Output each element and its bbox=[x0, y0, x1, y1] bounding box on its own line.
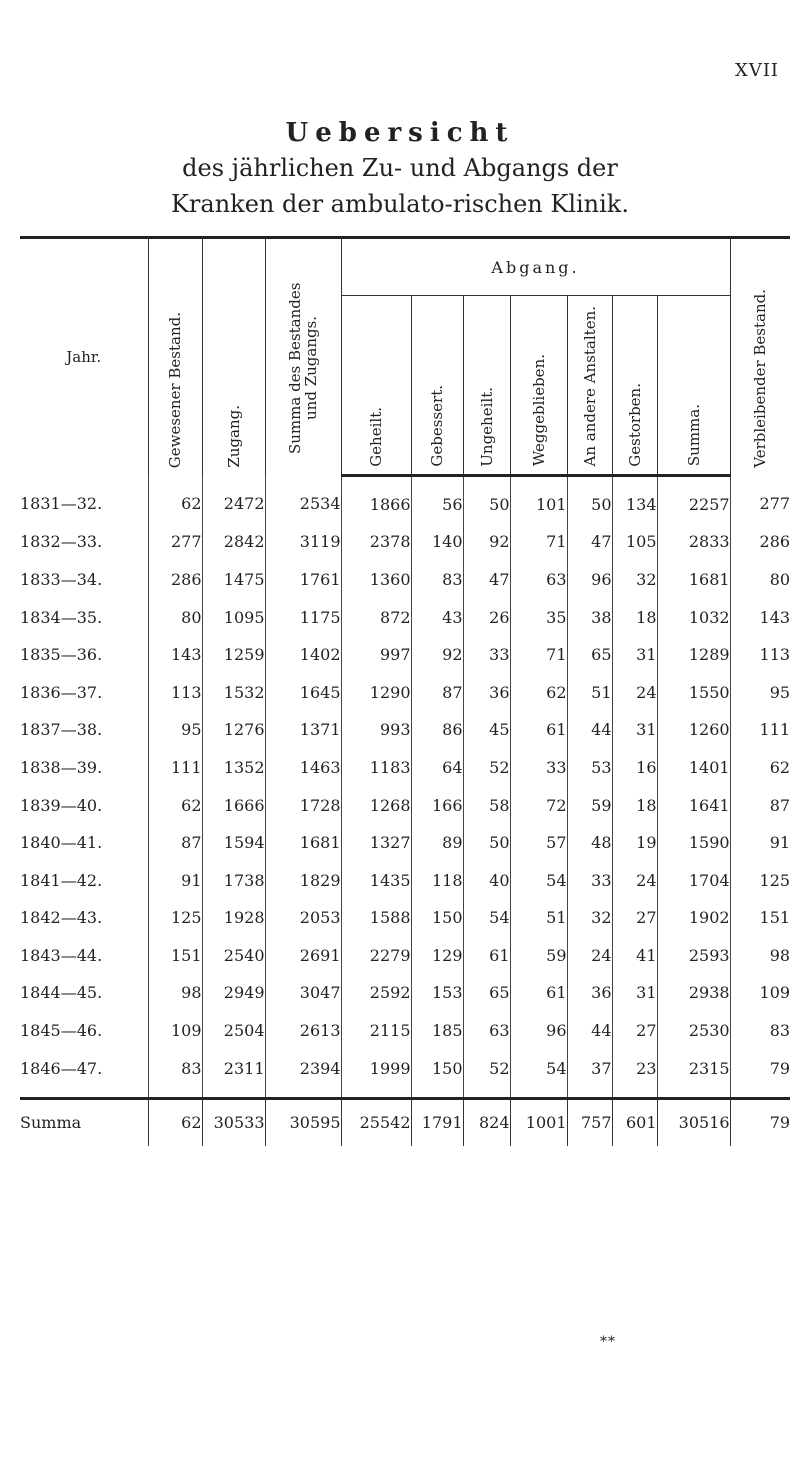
cell-verbleibender: 143 bbox=[730, 598, 790, 636]
cell-verbleibender: 62 bbox=[730, 749, 790, 787]
cell-andere-anstalten: 44 bbox=[567, 1012, 612, 1050]
cell-summa-bestand: 1829 bbox=[265, 861, 341, 899]
totals-weggeblieben: 1001 bbox=[510, 1098, 567, 1146]
cell-summa-bestand: 1728 bbox=[265, 786, 341, 824]
cell-zugang: 1276 bbox=[202, 711, 265, 749]
cell-zugang: 1095 bbox=[202, 598, 265, 636]
cell-year: 1840—41. bbox=[20, 833, 103, 853]
page-subtitle: des jährlichen Zu- und Abgangs der Kranken der ambulato-rischen Klinik. bbox=[171, 154, 629, 218]
cell-summa: 1681 bbox=[657, 561, 730, 599]
table-row bbox=[20, 476, 790, 523]
cell-ungeheilt: 65 bbox=[463, 974, 510, 1012]
cell-geheilt: 2378 bbox=[341, 523, 411, 561]
cell-geheilt: 1327 bbox=[341, 824, 411, 862]
cell-weggeblieben: 63 bbox=[510, 561, 567, 599]
cell-summa-bestand: 2053 bbox=[265, 899, 341, 937]
table-row bbox=[20, 974, 790, 1012]
cell-year: 1845—46. bbox=[20, 1021, 103, 1041]
cell-summa: 2833 bbox=[657, 523, 730, 561]
cell-summa: 1550 bbox=[657, 673, 730, 711]
header-abgang: Abgang. bbox=[341, 238, 730, 296]
header-jahr: Jahr. bbox=[20, 238, 148, 476]
cell-ungeheilt: 50 bbox=[463, 824, 510, 862]
cell-ungeheilt: 40 bbox=[463, 861, 510, 899]
cell-summa-bestand: 3047 bbox=[265, 974, 341, 1012]
cell-verbleibender: 286 bbox=[730, 523, 790, 561]
cell-gewesener: 113 bbox=[148, 673, 202, 711]
cell-ungeheilt: 54 bbox=[463, 899, 510, 937]
cell-gewesener: 87 bbox=[148, 824, 202, 862]
cell-andere-anstalten: 44 bbox=[567, 711, 612, 749]
table-row bbox=[20, 749, 790, 787]
cell-summa-bestand: 1402 bbox=[265, 636, 341, 674]
cell-gestorben: 41 bbox=[612, 937, 657, 975]
cell-ungeheilt: 36 bbox=[463, 673, 510, 711]
cell-gewesener: 62 bbox=[148, 786, 202, 824]
cell-gebessert: 92 bbox=[411, 636, 463, 674]
cell-andere-anstalten: 48 bbox=[567, 824, 612, 862]
cell-geheilt: 1290 bbox=[341, 673, 411, 711]
cell-verbleibender: 113 bbox=[730, 636, 790, 674]
cell-weggeblieben: 96 bbox=[510, 1012, 567, 1050]
cell-zugang: 1532 bbox=[202, 673, 265, 711]
cell-summa-bestand: 2534 bbox=[265, 476, 341, 523]
cell-gewesener: 151 bbox=[148, 937, 202, 975]
cell-summa: 1902 bbox=[657, 899, 730, 937]
cell-gestorben: 19 bbox=[612, 824, 657, 862]
cell-gewesener: 109 bbox=[148, 1012, 202, 1050]
cell-ungeheilt: 63 bbox=[463, 1012, 510, 1050]
cell-summa-bestand: 1681 bbox=[265, 824, 341, 862]
cell-year: 1831—32. bbox=[20, 494, 103, 513]
cell-gestorben: 134 bbox=[612, 476, 657, 523]
cell-summa: 1032 bbox=[657, 598, 730, 636]
header-summa-bestand: Summa des Bestandes und Zugangs. bbox=[265, 238, 341, 476]
cell-year: 1836—37. bbox=[20, 682, 103, 702]
header-gestorben: Gestorben. bbox=[612, 296, 657, 476]
table-body bbox=[20, 476, 790, 1099]
cell-year: 1842—43. bbox=[20, 908, 103, 928]
cell-andere-anstalten: 50 bbox=[567, 476, 612, 523]
cell-verbleibender: 111 bbox=[730, 711, 790, 749]
cell-geheilt: 2115 bbox=[341, 1012, 411, 1050]
cell-gebessert: 166 bbox=[411, 786, 463, 824]
table-row bbox=[20, 673, 790, 711]
cell-ungeheilt: 45 bbox=[463, 711, 510, 749]
totals-gestorben: 601 bbox=[612, 1098, 657, 1146]
header-geheilt: Geheilt. bbox=[341, 296, 411, 476]
cell-ungeheilt: 52 bbox=[463, 1049, 510, 1098]
cell-weggeblieben: 71 bbox=[510, 636, 567, 674]
cell-weggeblieben: 61 bbox=[510, 711, 567, 749]
cell-zugang: 2311 bbox=[202, 1049, 265, 1098]
cell-gestorben: 31 bbox=[612, 974, 657, 1012]
cell-gewesener: 98 bbox=[148, 974, 202, 1012]
cell-verbleibender: 87 bbox=[730, 786, 790, 824]
cell-zugang: 1475 bbox=[202, 561, 265, 599]
cell-zugang: 1594 bbox=[202, 824, 265, 862]
cell-gewesener: 277 bbox=[148, 523, 202, 561]
table-row bbox=[20, 1049, 790, 1098]
cell-ungeheilt: 61 bbox=[463, 937, 510, 975]
cell-gebessert: 118 bbox=[411, 861, 463, 899]
cell-andere-anstalten: 96 bbox=[567, 561, 612, 599]
cell-geheilt: 1435 bbox=[341, 861, 411, 899]
cell-year: 1843—44. bbox=[20, 945, 103, 965]
cell-weggeblieben: 35 bbox=[510, 598, 567, 636]
cell-weggeblieben: 54 bbox=[510, 861, 567, 899]
cell-andere-anstalten: 32 bbox=[567, 899, 612, 937]
totals-summa-bestand: 30595 bbox=[265, 1098, 341, 1146]
table-row bbox=[20, 636, 790, 674]
cell-verbleibender: 80 bbox=[730, 561, 790, 599]
cell-ungeheilt: 47 bbox=[463, 561, 510, 599]
cell-gebessert: 153 bbox=[411, 974, 463, 1012]
cell-summa: 2530 bbox=[657, 1012, 730, 1050]
cell-andere-anstalten: 51 bbox=[567, 673, 612, 711]
cell-gebessert: 150 bbox=[411, 1049, 463, 1098]
cell-gebessert: 83 bbox=[411, 561, 463, 599]
header-gebessert: Gebessert. bbox=[411, 296, 463, 476]
cell-gewesener: 91 bbox=[148, 861, 202, 899]
cell-geheilt: 993 bbox=[341, 711, 411, 749]
cell-gewesener: 286 bbox=[148, 561, 202, 599]
header-zugang: Zugang. bbox=[202, 238, 265, 476]
header-andere-anstalten: An andere Anstalten. bbox=[567, 296, 612, 476]
table-row bbox=[20, 598, 790, 636]
cell-zugang: 1666 bbox=[202, 786, 265, 824]
totals-label: Summa bbox=[20, 1098, 148, 1146]
cell-geheilt: 1183 bbox=[341, 749, 411, 787]
cell-zugang: 1352 bbox=[202, 749, 265, 787]
cell-gebessert: 64 bbox=[411, 749, 463, 787]
cell-gestorben: 31 bbox=[612, 711, 657, 749]
cell-geheilt: 2592 bbox=[341, 974, 411, 1012]
cell-verbleibender: 277 bbox=[730, 476, 790, 523]
cell-gestorben: 23 bbox=[612, 1049, 657, 1098]
cell-gebessert: 89 bbox=[411, 824, 463, 862]
cell-geheilt: 1360 bbox=[341, 561, 411, 599]
cell-verbleibender: 79 bbox=[730, 1049, 790, 1098]
cell-verbleibender: 98 bbox=[730, 937, 790, 975]
cell-year: 1832—33. bbox=[20, 532, 103, 552]
cell-zugang: 2472 bbox=[202, 476, 265, 523]
cell-weggeblieben: 62 bbox=[510, 673, 567, 711]
cell-andere-anstalten: 24 bbox=[567, 937, 612, 975]
header-ungeheilt: Ungeheilt. bbox=[463, 296, 510, 476]
cell-zugang: 2504 bbox=[202, 1012, 265, 1050]
cell-summa-bestand: 1463 bbox=[265, 749, 341, 787]
header-gewesener-bestand: Gewesener Bestand. bbox=[148, 238, 202, 476]
cell-gebessert: 43 bbox=[411, 598, 463, 636]
cell-gebessert: 150 bbox=[411, 899, 463, 937]
totals-summa: 30516 bbox=[657, 1098, 730, 1146]
cell-andere-anstalten: 37 bbox=[567, 1049, 612, 1098]
table-row bbox=[20, 561, 790, 599]
cell-geheilt: 1999 bbox=[341, 1049, 411, 1098]
cell-weggeblieben: 57 bbox=[510, 824, 567, 862]
cell-ungeheilt: 58 bbox=[463, 786, 510, 824]
totals-row bbox=[20, 1098, 790, 1146]
cell-andere-anstalten: 38 bbox=[567, 598, 612, 636]
cell-andere-anstalten: 53 bbox=[567, 749, 612, 787]
cell-geheilt: 1588 bbox=[341, 899, 411, 937]
table-row bbox=[20, 523, 790, 561]
cell-gebessert: 86 bbox=[411, 711, 463, 749]
cell-summa: 2257 bbox=[657, 476, 730, 523]
cell-summa-bestand: 2691 bbox=[265, 937, 341, 975]
cell-summa: 2593 bbox=[657, 937, 730, 975]
cell-gestorben: 31 bbox=[612, 636, 657, 674]
cell-andere-anstalten: 47 bbox=[567, 523, 612, 561]
cell-gebessert: 87 bbox=[411, 673, 463, 711]
cell-ungeheilt: 26 bbox=[463, 598, 510, 636]
table-row bbox=[20, 824, 790, 862]
cell-gestorben: 16 bbox=[612, 749, 657, 787]
cell-verbleibender: 83 bbox=[730, 1012, 790, 1050]
cell-summa-bestand: 1175 bbox=[265, 598, 341, 636]
totals-andere-anstalten: 757 bbox=[567, 1098, 612, 1146]
cell-verbleibender: 95 bbox=[730, 673, 790, 711]
cell-summa-bestand: 2394 bbox=[265, 1049, 341, 1098]
cell-gewesener: 111 bbox=[148, 749, 202, 787]
cell-verbleibender: 91 bbox=[730, 824, 790, 862]
cell-year: 1846—47. bbox=[20, 1058, 103, 1078]
cell-summa: 1401 bbox=[657, 749, 730, 787]
cell-year: 1834—35. bbox=[20, 607, 103, 627]
cell-year: 1839—40. bbox=[20, 795, 103, 815]
cell-year: 1844—45. bbox=[20, 983, 103, 1003]
table-row bbox=[20, 1012, 790, 1050]
totals-gewesener: 62 bbox=[148, 1098, 202, 1146]
table-row bbox=[20, 711, 790, 749]
cell-summa-bestand: 2613 bbox=[265, 1012, 341, 1050]
totals-ungeheilt: 824 bbox=[463, 1098, 510, 1146]
table-row bbox=[20, 937, 790, 975]
cell-summa: 1641 bbox=[657, 786, 730, 824]
cell-gestorben: 27 bbox=[612, 899, 657, 937]
cell-zugang: 2949 bbox=[202, 974, 265, 1012]
cell-gestorben: 27 bbox=[612, 1012, 657, 1050]
cell-year: 1837—38. bbox=[20, 720, 103, 740]
cell-verbleibender: 109 bbox=[730, 974, 790, 1012]
cell-verbleibender: 125 bbox=[730, 861, 790, 899]
cell-andere-anstalten: 65 bbox=[567, 636, 612, 674]
cell-gestorben: 24 bbox=[612, 861, 657, 899]
cell-weggeblieben: 101 bbox=[510, 476, 567, 523]
cell-weggeblieben: 51 bbox=[510, 899, 567, 937]
table-row bbox=[20, 861, 790, 899]
cell-gestorben: 24 bbox=[612, 673, 657, 711]
cell-geheilt: 1268 bbox=[341, 786, 411, 824]
cell-ungeheilt: 33 bbox=[463, 636, 510, 674]
cell-zugang: 1738 bbox=[202, 861, 265, 899]
cell-geheilt: 872 bbox=[341, 598, 411, 636]
cell-summa-bestand: 1371 bbox=[265, 711, 341, 749]
cell-gewesener: 95 bbox=[148, 711, 202, 749]
cell-gebessert: 140 bbox=[411, 523, 463, 561]
cell-summa: 2315 bbox=[657, 1049, 730, 1098]
cell-ungeheilt: 52 bbox=[463, 749, 510, 787]
totals-verbleibender: 79 bbox=[730, 1098, 790, 1146]
cell-weggeblieben: 33 bbox=[510, 749, 567, 787]
table-row bbox=[20, 899, 790, 937]
cell-zugang: 2842 bbox=[202, 523, 265, 561]
cell-ungeheilt: 50 bbox=[463, 476, 510, 523]
cell-year: 1838—39. bbox=[20, 757, 103, 777]
cell-summa: 1704 bbox=[657, 861, 730, 899]
cell-geheilt: 1866 bbox=[341, 476, 411, 523]
header-verbleibender-bestand: Verbleibender Bestand. bbox=[730, 238, 790, 476]
cell-gewesener: 80 bbox=[148, 598, 202, 636]
cell-weggeblieben: 72 bbox=[510, 786, 567, 824]
cell-summa-bestand: 3119 bbox=[265, 523, 341, 561]
totals-geheilt: 25542 bbox=[341, 1098, 411, 1146]
cell-gebessert: 129 bbox=[411, 937, 463, 975]
cell-summa: 1289 bbox=[657, 636, 730, 674]
cell-year: 1833—34. bbox=[20, 569, 103, 589]
cell-gestorben: 32 bbox=[612, 561, 657, 599]
cell-gestorben: 105 bbox=[612, 523, 657, 561]
cell-andere-anstalten: 59 bbox=[567, 786, 612, 824]
cell-zugang: 2540 bbox=[202, 937, 265, 975]
cell-weggeblieben: 71 bbox=[510, 523, 567, 561]
cell-zugang: 1928 bbox=[202, 899, 265, 937]
cell-summa: 1260 bbox=[657, 711, 730, 749]
cell-weggeblieben: 59 bbox=[510, 937, 567, 975]
cell-gestorben: 18 bbox=[612, 786, 657, 824]
cell-gebessert: 56 bbox=[411, 476, 463, 523]
cell-gestorben: 18 bbox=[612, 598, 657, 636]
cell-andere-anstalten: 33 bbox=[567, 861, 612, 899]
cell-gewesener: 143 bbox=[148, 636, 202, 674]
statistics-table bbox=[20, 236, 790, 1146]
cell-geheilt: 997 bbox=[341, 636, 411, 674]
cell-gewesener: 62 bbox=[148, 476, 202, 523]
cell-weggeblieben: 61 bbox=[510, 974, 567, 1012]
cell-summa-bestand: 1761 bbox=[265, 561, 341, 599]
totals-zugang: 30533 bbox=[202, 1098, 265, 1146]
cell-weggeblieben: 54 bbox=[510, 1049, 567, 1098]
page-title: Uebersicht bbox=[285, 118, 515, 148]
header-weggeblieben: Weggeblieben. bbox=[510, 296, 567, 476]
cell-gewesener: 125 bbox=[148, 899, 202, 937]
cell-summa-bestand: 1645 bbox=[265, 673, 341, 711]
cell-year: 1841—42. bbox=[20, 870, 103, 890]
cell-gewesener: 83 bbox=[148, 1049, 202, 1098]
cell-verbleibender: 151 bbox=[730, 899, 790, 937]
cell-ungeheilt: 92 bbox=[463, 523, 510, 561]
footer-mark: ** bbox=[600, 1334, 616, 1350]
header-summa: Summa. bbox=[657, 296, 730, 476]
totals-gebessert: 1791 bbox=[411, 1098, 463, 1146]
cell-geheilt: 2279 bbox=[341, 937, 411, 975]
cell-gebessert: 185 bbox=[411, 1012, 463, 1050]
cell-andere-anstalten: 36 bbox=[567, 974, 612, 1012]
cell-zugang: 1259 bbox=[202, 636, 265, 674]
cell-summa: 1590 bbox=[657, 824, 730, 862]
table-row bbox=[20, 786, 790, 824]
cell-year: 1835—36. bbox=[20, 645, 103, 665]
cell-summa: 2938 bbox=[657, 974, 730, 1012]
page-number: XVII bbox=[735, 60, 780, 81]
